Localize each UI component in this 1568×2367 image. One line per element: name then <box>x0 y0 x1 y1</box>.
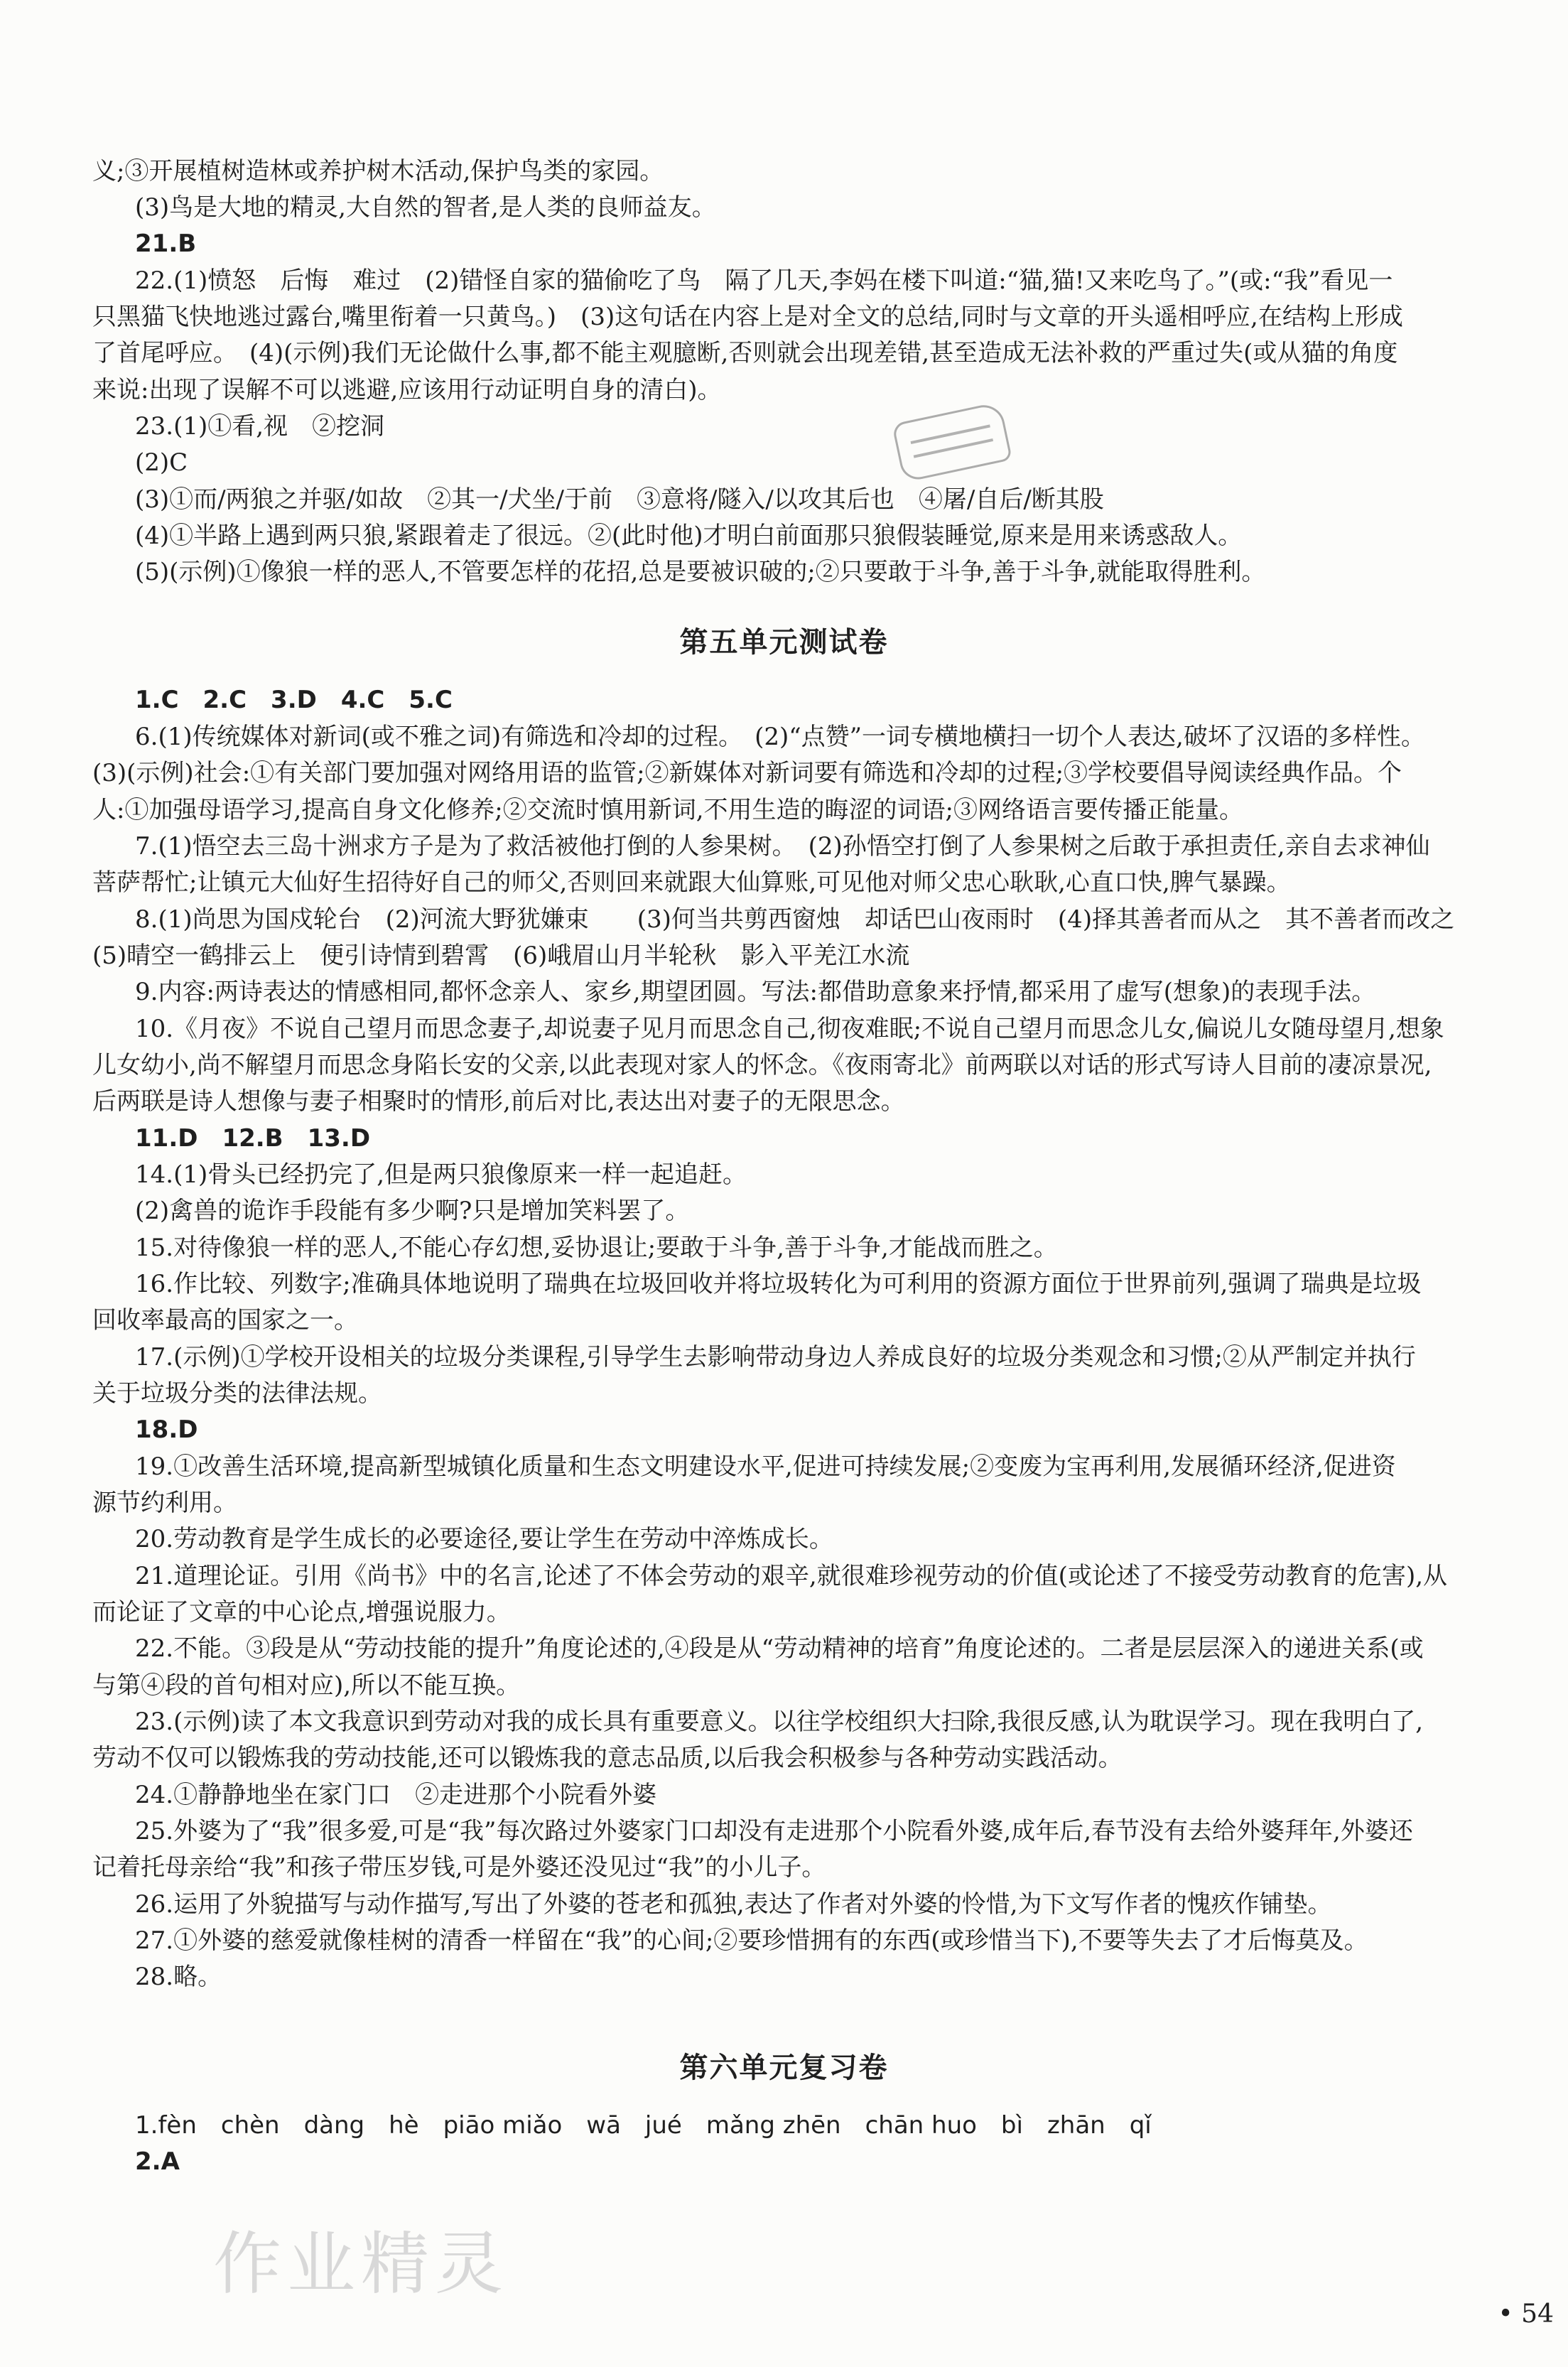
answer-21: 21.道理论证。引用《尚书》中的名言,论述了不体会劳动的艰辛,就很难珍视劳动的价值(或论述了不接受劳动教育的危害),从 <box>135 1562 1448 1590</box>
text-line: 义;③开展植树造林或养护树木活动,保护鸟类的家园。 <box>92 157 664 185</box>
text-line: 劳动不仅可以锻炼我的劳动技能,还可以锻炼我的意志品质,以后我会积极参与各种劳动实践活动。 <box>92 1744 1123 1772</box>
answer-26: 26.运用了外貌描写与动作描写,写出了外婆的苍老和孤独,表达了作者对外婆的怜惜,为下文写作者的愧疚作铺垫。 <box>135 1890 1332 1919</box>
text-line: (3)(示例)社会:①有关部门要加强对网络用语的监管;②新媒体对新词要有筛选和冷却的过程;③学校要倡导阅读经典作品。个 <box>92 759 1402 787</box>
text-line: 人:①加强母语学习,提高自身文化修养;②交流时慎用新词,不用生造的晦涩的词语;③网络语言要传播正能量。 <box>92 796 1243 824</box>
text-line: 来说:出现了误解不可以逃避,应该用行动证明自身的清白)。 <box>92 376 722 404</box>
answer-7: 7.(1)悟空去三岛十洲求方子是为了救活被他打倒的人参果树。 (2)孙悟空打倒了人参果树之后敢于承担责任,亲自去求神仙 <box>135 832 1430 861</box>
answer-14: 14.(1)骨头已经扔完了,但是两只狼像原来一样一起追赶。 <box>135 1160 747 1189</box>
answers-1-5: 1.C 2.C 3.D 4.C 5.C <box>135 686 453 714</box>
answer-23: 23.(1)①看,视 ②挖洞 <box>135 412 385 441</box>
watermark: 作业精灵 <box>213 2224 509 2304</box>
answer-8: 8.(1)尚思为国戍轮台 (2)河流大野犹嫌束 (3)何当共剪西窗烛 却话巴山夜雨时 (4)择其善者而从之 其不善者而改之 <box>135 905 1455 934</box>
text-line: (3)①而/两狼之并驱/如故 ②其一/犬坐/于前 ③意将/隧入/以攻其后也 ④屠/自后/断其股 <box>135 485 1104 514</box>
text-line: (5)(示例)①像狼一样的恶人,不管要怎样的花招,总是要被识破的;②只要敢于斗争,善于斗争,就能取得胜利。 <box>135 558 1266 586</box>
answers-11-13: 11.D 12.B 13.D <box>135 1124 371 1153</box>
section-title-unit6-review: 第六单元复习卷 <box>679 2051 889 2084</box>
answer-16: 16.作比较、列数字;准确具体地说明了瑞典在垃圾回收并将垃圾转化为可利用的资源方面位于世界前列,强调了瑞典是垃圾 <box>135 1270 1422 1298</box>
text-line: (4)①半路上遇到两只狼,紧跟着走了很远。②(此时他)才明白前面那只狼假装睡觉,原来是用来诱惑敌人。 <box>135 522 1243 550</box>
answer-23: 23.(示例)读了本文我意识到劳动对我的成长具有重要意义。以往学校组织大扫除,我很反感,认为耽误学习。现在我明白了, <box>135 1708 1424 1736</box>
answer-22: 22.(1)愤怒 后悔 难过 (2)错怪自家的猫偷吃了鸟 隔了几天,李妈在楼下叫道:“猫,猫!又来吃鸟了。”(或:“我”看见一 <box>135 266 1393 295</box>
answer-27: 27.①外婆的慈爱就像桂树的清香一样留在“我”的心间;②要珍惜拥有的东西(或珍惜当下),不要等失去了才后悔莫及。 <box>135 1926 1368 1955</box>
answer-1-pinyin: 1.fèn chèn dàng hè piāo miǎo wā jué mǎng zhēn chān huo bì zhān qǐ <box>135 2111 1152 2140</box>
answer-28: 28.略。 <box>135 1963 222 1991</box>
answer-9: 9.内容:两诗表达的情感相同,都怀念亲人、家乡,期望团圆。写法:都借助意象来抒情,都采用了虚写(想象)的表现手法。 <box>135 978 1376 1006</box>
text-line: 菩萨帮忙;让镇元大仙好生招待好自己的师父,否则回来就跟大仙算账,可见他对师父忠心耿耿,心直口快,脾气暴躁。 <box>92 868 1291 897</box>
answer-21: 21.B <box>135 230 197 258</box>
answer-22: 22.不能。③段是从“劳动技能的提升”角度论述的,④段是从“劳动精神的培育”角度论述的。二者是层层深入的递进关系(或 <box>135 1634 1424 1663</box>
text-line: 源节约利用。 <box>92 1489 237 1517</box>
text-line: 了首尾呼应。 (4)(示例)我们无论做什么事,都不能主观臆断,否则就会出现差错,甚至造成无法补救的严重过失(或从猫的角度 <box>92 339 1398 367</box>
answer-19: 19.①改善生活环境,提高新型城镇化质量和生态文明建设水平,促进可持续发展;②变废为宝再利用,发展循环经济,促进资 <box>135 1452 1396 1481</box>
answer-2: 2.A <box>135 2147 180 2176</box>
text-line: (3)鸟是大地的精灵,大自然的智者,是人类的良师益友。 <box>135 193 716 222</box>
answer-15: 15.对待像狼一样的恶人,不能心存幻想,妥协退让;要敢于斗争,善于斗争,才能战而胜之。 <box>135 1234 1058 1262</box>
text-line: 与第④段的首句相对应),所以不能互换。 <box>92 1671 521 1700</box>
text-line: 关于垃圾分类的法律法规。 <box>92 1379 382 1408</box>
text-line: 只黑猫飞快地逃过露台,嘴里衔着一只黄鸟。) (3)这句话在内容上是对全文的总结,同时与文章的开头遥相呼应,在结构上形成 <box>92 303 1403 331</box>
answer-20: 20.劳动教育是学生成长的必要途径,要让学生在劳动中淬炼成长。 <box>135 1525 833 1553</box>
text-line: (5)晴空一鹤排云上 便引诗情到碧霄 (6)峨眉山月半轮秋 影入平羌江水流 <box>92 942 910 970</box>
text-line: 后两联是诗人想像与妻子相聚时的情形,前后对比,表达出对妻子的无限思念。 <box>92 1087 905 1116</box>
text-line: 而论证了文章的中心论点,增强说服力。 <box>92 1598 511 1627</box>
text-line: 记着托母亲给“我”和孩子带压岁钱,可是外婆还没见过“我”的小儿子。 <box>92 1853 826 1882</box>
page-number: • 54 <box>1498 2299 1554 2329</box>
text-line: (2)C <box>135 448 188 477</box>
answer-6: 6.(1)传统媒体对新词(或不雅之词)有筛选和冷却的过程。 (2)“点赞”一词专横地横扫一切个人表达,破坏了汉语的多样性。 <box>135 723 1425 751</box>
answer-17: 17.(示例)①学校开设相关的垃圾分类课程,引导学生去影响带动身边人养成良好的垃圾分类观念和习惯;②从严制定并执行 <box>135 1343 1416 1371</box>
text-line: 回收率最高的国家之一。 <box>92 1306 358 1335</box>
text-line: 儿女幼小,尚不解望月而思念身陷长安的父亲,以此表现对家人的怀念。《夜雨寄北》前两联以对话的形式写诗人目前的凄凉景况, <box>92 1051 1432 1079</box>
answer-18: 18.D <box>135 1416 198 1444</box>
answer-25: 25.外婆为了“我”很多爱,可是“我”每次路过外婆家门口却没有走进那个小院看外婆,成年后,春节没有去给外婆拜年,外婆还 <box>135 1817 1413 1845</box>
text-line: (2)禽兽的诡诈手段能有多少啊?只是增加笑料罢了。 <box>135 1197 690 1225</box>
answer-24: 24.①静静地坐在家门口 ②走进那个小院看外婆 <box>135 1781 657 1809</box>
section-title-unit5-test: 第五单元测试卷 <box>679 626 889 659</box>
answer-10: 10.《月夜》不说自己望月而思念妻子,却说妻子见月而思念自己,彻夜难眠;不说自己望月而思念儿女,偏说儿女随母望月,想象 <box>135 1015 1444 1043</box>
